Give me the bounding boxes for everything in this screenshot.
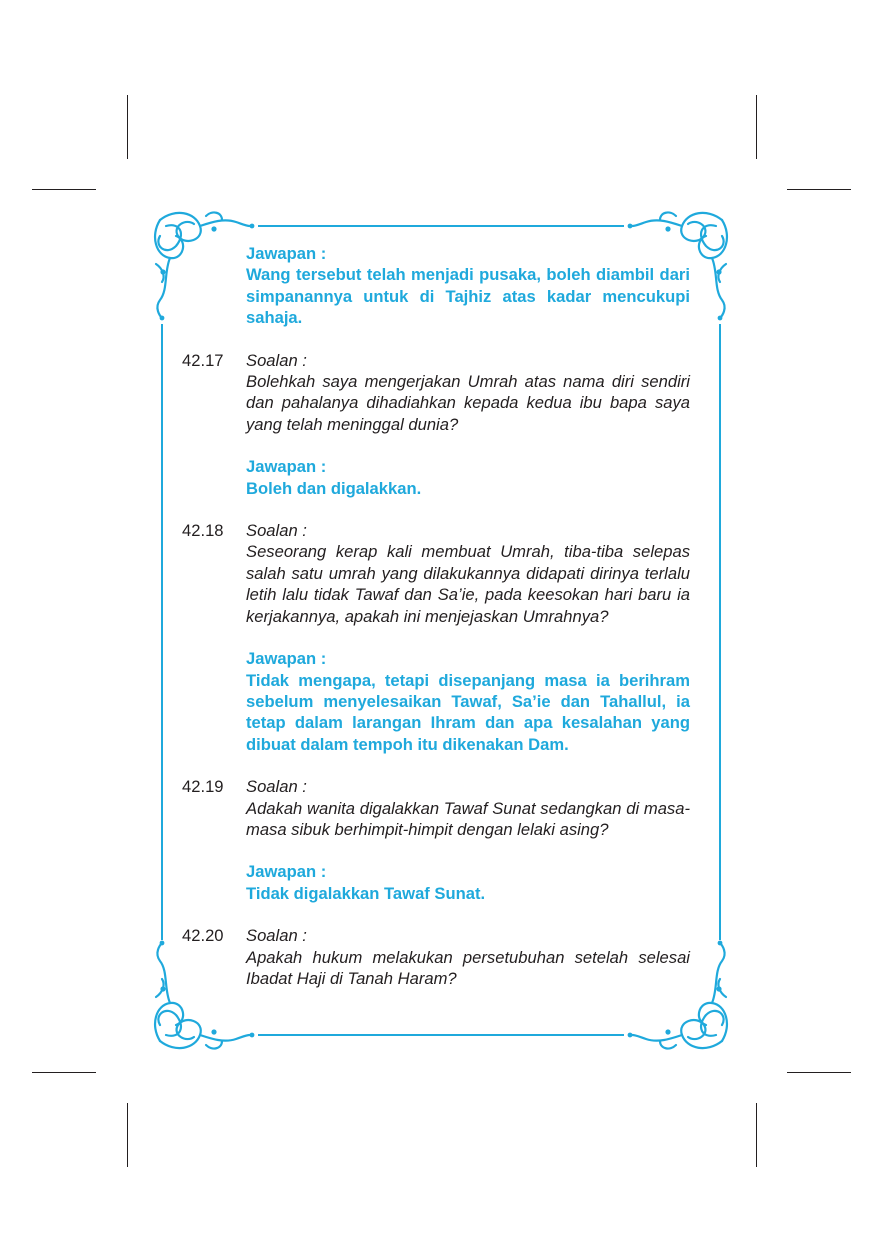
entry-number bbox=[182, 243, 246, 329]
question-label: Soalan : bbox=[246, 350, 307, 370]
question bbox=[246, 776, 690, 840]
qa-content bbox=[182, 243, 690, 989]
entry-number: 42.17 bbox=[182, 350, 224, 370]
answer-label: Jawapan : bbox=[246, 244, 327, 263]
entry-number: 42.18 bbox=[182, 521, 224, 541]
answer-text: Wang tersebut telah menjadi pusaka, boleh diambil dari simpanannya untuk di Tajhiz atas kadar mencukupi sahaja. bbox=[246, 265, 690, 328]
qa-entry bbox=[182, 925, 690, 989]
answer bbox=[246, 456, 690, 499]
entry-number: 42.20 bbox=[182, 926, 224, 946]
qa-entry bbox=[182, 776, 690, 904]
answer-label: Jawapan : bbox=[246, 457, 327, 477]
answer-label: Jawapan : bbox=[246, 862, 327, 882]
question-label: Soalan : bbox=[246, 521, 307, 541]
answer-text: Tidak mengapa, tetapi disepanjang masa ia berihram sebelum menyelesaikan Tawaf, Sa’ie dan Tahallul, ia tetap dalam larangan Ihram dan apa kesalahan yang dibuat dalam tempoh itu dikenakan Dam. bbox=[246, 670, 690, 754]
question-label: Soalan : bbox=[246, 926, 307, 946]
answer bbox=[246, 861, 690, 904]
qa-entry bbox=[182, 350, 690, 499]
question-text: Apakah hukum melakukan persetubuhan setelah selesai Ibadat Haji di Tanah Haram? bbox=[246, 947, 690, 988]
entry-number: 42.19 bbox=[182, 777, 224, 797]
question bbox=[246, 350, 690, 436]
answer bbox=[246, 243, 690, 329]
answer-text: Tidak digalakkan Tawaf Sunat. bbox=[246, 883, 486, 903]
answer-text: Boleh dan digalakkan. bbox=[246, 478, 422, 498]
answer bbox=[246, 648, 690, 755]
qa-entry bbox=[182, 243, 690, 329]
question-text: Bolehkah saya mengerjakan Umrah atas nama diri sendiri dan pahalanya dihadiahkan kepada kedua ibu bapa saya yang telah meninggal dunia? bbox=[246, 372, 690, 434]
question-label: Soalan : bbox=[246, 777, 307, 797]
question bbox=[246, 925, 690, 989]
qa-entry bbox=[182, 520, 690, 755]
question bbox=[246, 520, 690, 627]
question-text: Seseorang kerap kali membuat Umrah, tiba-tiba selepas salah satu umrah yang dilakukannya didapati dirinya terlalu letih lalu tidak Tawaf dan Sa’ie, pada keesokan hari baru ia kerjakannya, apakah ini menjejaskan Umrahnya? bbox=[246, 542, 690, 626]
answer-label: Jawapan : bbox=[246, 649, 327, 669]
question-text: Adakah wanita digalakkan Tawaf Sunat sedangkan di masa-masa sibuk berhimpit-himpit dengan lelaki asing? bbox=[246, 798, 690, 839]
